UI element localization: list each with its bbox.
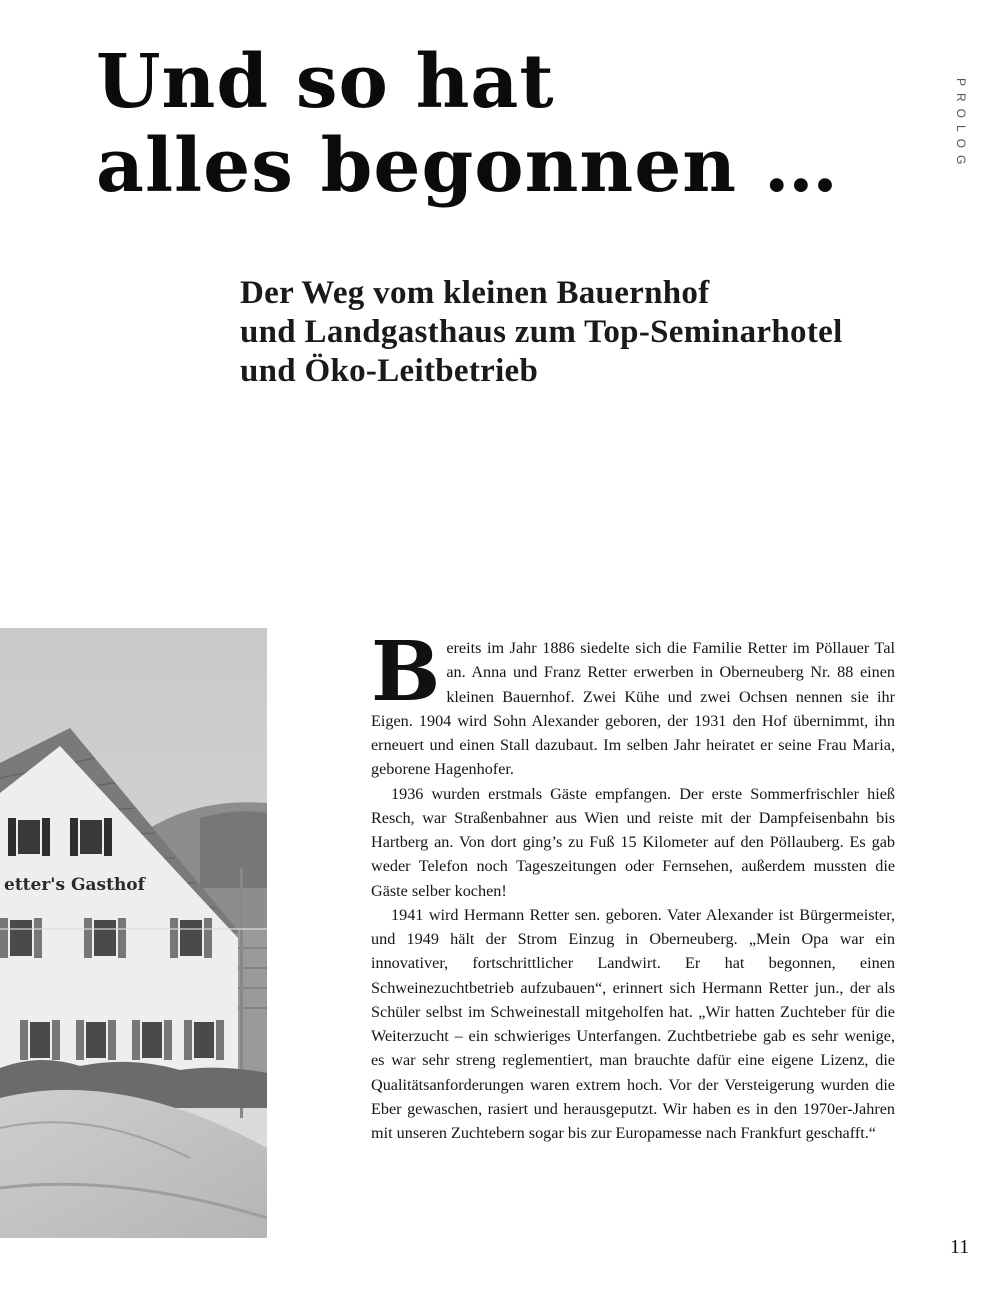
headline-line-1: Und so hat <box>96 39 555 125</box>
gasthof-sign: etter's Gasthof <box>4 875 145 895</box>
dropcap: B <box>371 624 441 720</box>
headline <box>96 40 916 208</box>
subtitle-line-2: und Landgasthaus zum Top-Seminarhotel <box>240 314 843 350</box>
gasthof-illustration <box>0 628 267 1238</box>
section-label: PROLOG <box>954 78 968 172</box>
subtitle <box>240 274 920 391</box>
subtitle-line-3: und Öko-Leitbetrieb <box>240 353 539 389</box>
headline-line-2: alles begonnen … <box>96 123 839 209</box>
paragraph-3: 1941 wird Hermann Retter sen. geboren. Vater Alexander ist Bürgermeister, und 1949 hält der Strom Einzug in Oberneuberg. „Mein Opa war ein innovativer, fortschrittlicher Landwirt. Er hat begonnen, einen Schweinezuchtbetrieb aufzubauen“, erinnert sich Hermann Retter jun., der als Schüler selbst im Schweinestall mitgeholfen hat. „Wir hatten Zuchteber für die Weiterzucht – ein schwieriges Unterfangen. Zuchtbetriebe gab es sehr wenige, es war sehr streng reglementiert, man brauchte dafür eine eigene Lizenz, die Qualitätsanforderungen waren extrem hoch. Vor der Versteigerung wurden die Eber gewaschen, rasiert und herausgeputzt. Wir haben es in den 1970er-Jahren mit unseren Zuchtebern sogar bis zur Europamesse nach Frankfurt geschafft.“ <box>371 905 895 1142</box>
paragraph-2: 1936 wurden erstmals Gäste empfangen. Der erste Sommerfrischler hieß Resch, war Straßenbahner aus Wien und reiste mit der Dampfeisenbahn bis Hartberg an. Von dort ging’s zu Fuß 15 Kilometer auf den Pöllauberg. Es gab weder Telefon noch Tageszeitungen oder Fernsehen, außerdem mussten die Gäste selber kochen! <box>371 784 895 900</box>
historic-photo <box>0 628 267 1238</box>
paragraph-1 <box>371 624 895 782</box>
page-number: 11 <box>950 1236 970 1258</box>
subtitle-line-1: Der Weg vom kleinen Bauernhof <box>240 275 710 311</box>
article-body <box>371 624 895 1145</box>
paragraph-1-text: ereits im Jahr 1886 siedelte sich die Familie Retter im Pöllauer Tal an. Anna und Franz Retter erwerben in Oberneuberg Nr. 88 einen kleinen Bauernhof. Zwei Kühe und zwei Ochsen nennen sie ihr Eigen. 1904 wird Sohn Alexander geboren, der 1931 den Hof übernimmt, ihn erneuert und einen Stall dazubaut. Im selben Jahr heiratet er seine Frau Maria, geborene Hagenhofer. <box>371 639 895 779</box>
